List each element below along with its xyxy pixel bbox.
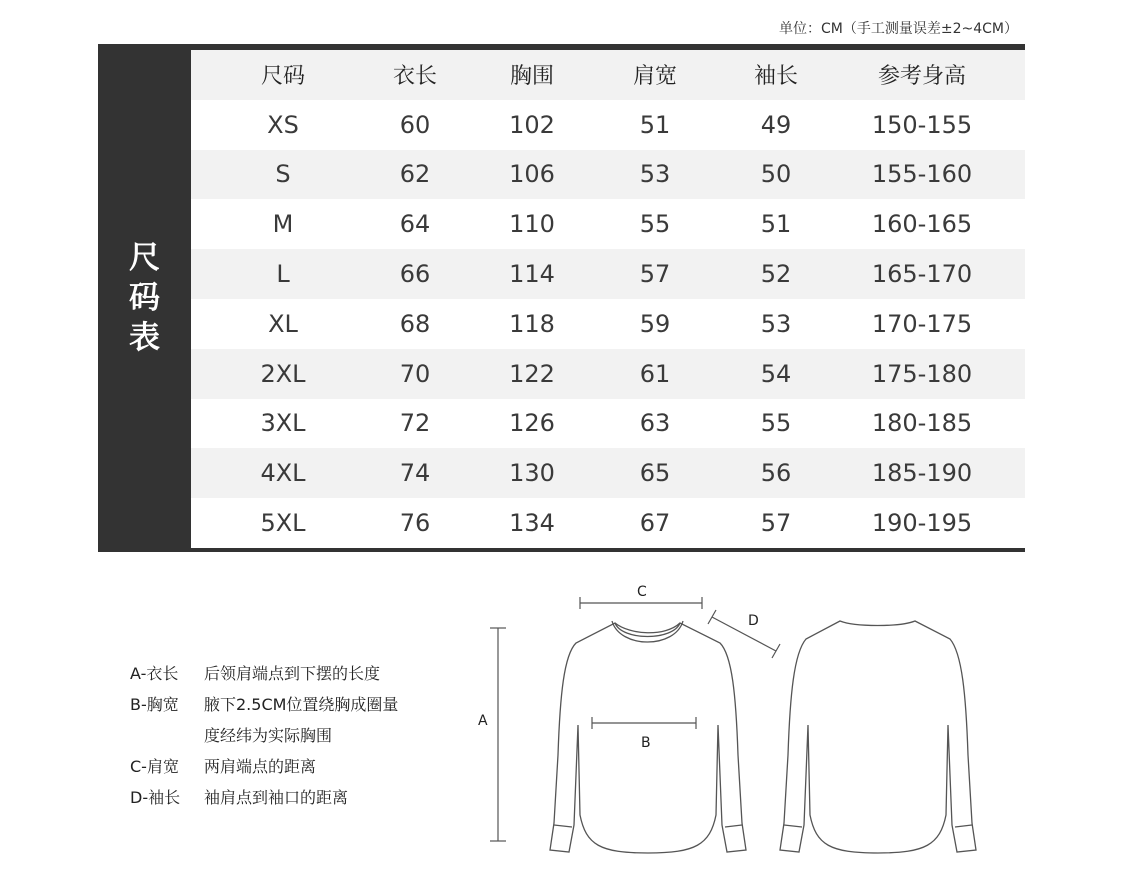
table-row bbox=[191, 199, 1025, 249]
table-cell: 55 bbox=[639, 210, 671, 239]
table-row bbox=[191, 299, 1025, 349]
table-cell: 114 bbox=[509, 260, 555, 289]
table-cell: 2XL bbox=[260, 359, 306, 388]
measurement-legend bbox=[130, 658, 444, 813]
table-cell: 64 bbox=[399, 210, 431, 239]
table-cell: 57 bbox=[760, 509, 792, 538]
legend-value: 两肩端点的距离 bbox=[204, 757, 317, 776]
table-cell: 3XL bbox=[260, 409, 306, 438]
legend-item bbox=[130, 751, 444, 782]
legend-item bbox=[130, 658, 444, 689]
table-cell: 175-180 bbox=[871, 359, 973, 388]
size-table-title bbox=[98, 44, 191, 552]
header-cell: 肩宽 bbox=[632, 64, 677, 90]
table-cell: 65 bbox=[639, 459, 671, 488]
legend-key bbox=[130, 720, 204, 751]
table-cell: 57 bbox=[639, 260, 671, 289]
table-cell: 4XL bbox=[260, 459, 306, 488]
table-cell: 165-170 bbox=[871, 260, 973, 289]
table-row bbox=[191, 150, 1025, 200]
table-cell: 122 bbox=[509, 359, 555, 388]
legend-key: C-肩宽 bbox=[130, 757, 179, 776]
label-c: C bbox=[637, 584, 647, 600]
back-shirt-outline bbox=[780, 621, 976, 853]
table-row bbox=[191, 349, 1025, 399]
header-cell: 参考身高 bbox=[877, 64, 966, 90]
legend-value: 腋下2.5CM位置绕胸成圈量 bbox=[204, 695, 399, 714]
table-header-row bbox=[191, 50, 1025, 100]
legend-item bbox=[130, 689, 444, 720]
table-cell: 55 bbox=[760, 409, 792, 438]
unit-note: 单位：CM（手工测量误差±2~4CM） bbox=[779, 21, 1018, 37]
table-cell: 60 bbox=[399, 110, 431, 139]
table-cell: 49 bbox=[760, 110, 792, 139]
table-cell: 63 bbox=[639, 409, 671, 438]
table-cell: 50 bbox=[760, 160, 792, 189]
table-cell: 160-165 bbox=[871, 210, 973, 239]
legend-key: B-胸宽 bbox=[130, 695, 179, 714]
table-cell: 62 bbox=[399, 160, 431, 189]
legend-value: 后领肩端点到下摆的长度 bbox=[204, 664, 381, 683]
table-cell: 52 bbox=[760, 260, 792, 289]
table-cell: 70 bbox=[399, 359, 431, 388]
table-row bbox=[191, 498, 1025, 548]
table-cell: 102 bbox=[509, 110, 555, 139]
table-cell: 59 bbox=[639, 309, 671, 338]
label-d: D bbox=[748, 613, 759, 629]
legend-key: D-袖长 bbox=[130, 788, 181, 807]
table-cell: 185-190 bbox=[871, 459, 973, 488]
table-cell: 118 bbox=[509, 309, 555, 338]
size-table bbox=[98, 44, 1025, 552]
legend-value: 度经纬为实际胸围 bbox=[204, 726, 333, 745]
label-b: B bbox=[641, 735, 651, 751]
table-cell: 155-160 bbox=[871, 160, 973, 189]
table-cell: S bbox=[275, 160, 291, 189]
table-cell: 170-175 bbox=[871, 309, 973, 338]
table-cell: 67 bbox=[639, 509, 671, 538]
table-cell: 61 bbox=[639, 359, 671, 388]
table-row bbox=[191, 100, 1025, 150]
table-cell: 66 bbox=[399, 260, 431, 289]
table-row bbox=[191, 249, 1025, 299]
header-cell: 袖长 bbox=[753, 64, 798, 90]
table-cell: 180-185 bbox=[871, 409, 973, 438]
table-cell: 54 bbox=[760, 359, 792, 388]
table-cell: 53 bbox=[639, 160, 671, 189]
table-cell: 76 bbox=[399, 509, 431, 538]
table-cell: 5XL bbox=[260, 509, 306, 538]
table-cell: 72 bbox=[399, 409, 431, 438]
table-row bbox=[191, 399, 1025, 449]
table-cell: XL bbox=[268, 309, 298, 338]
table-cell: 190-195 bbox=[871, 509, 973, 538]
table-cell: 74 bbox=[399, 459, 431, 488]
table-cell: 51 bbox=[760, 210, 792, 239]
legend-key: A-衣长 bbox=[130, 664, 179, 683]
table-row bbox=[191, 448, 1025, 498]
size-grid bbox=[191, 50, 1025, 548]
table-cell: M bbox=[272, 210, 294, 239]
label-a: A bbox=[478, 713, 488, 729]
table-cell: 53 bbox=[760, 309, 792, 338]
table-cell: XS bbox=[267, 110, 299, 139]
header-cell: 尺码 bbox=[260, 64, 305, 90]
header-cell: 衣长 bbox=[392, 64, 437, 90]
table-cell: L bbox=[276, 260, 290, 289]
table-cell: 130 bbox=[509, 459, 555, 488]
table-cell: 126 bbox=[509, 409, 555, 438]
legend-item bbox=[130, 720, 444, 751]
table-cell: 134 bbox=[509, 509, 555, 538]
table-cell: 106 bbox=[509, 160, 555, 189]
table-cell: 150-155 bbox=[871, 110, 973, 139]
legend-value: 袖肩点到袖口的距离 bbox=[204, 788, 349, 807]
table-cell: 51 bbox=[639, 110, 671, 139]
table-cell: 68 bbox=[399, 309, 431, 338]
legend-item bbox=[130, 782, 444, 813]
header-cell: 胸围 bbox=[509, 64, 554, 90]
size-table-title-text: 尺码表 bbox=[129, 240, 160, 356]
table-cell: 110 bbox=[509, 210, 555, 239]
table-cell: 56 bbox=[760, 459, 792, 488]
garment-diagram bbox=[470, 575, 1010, 875]
